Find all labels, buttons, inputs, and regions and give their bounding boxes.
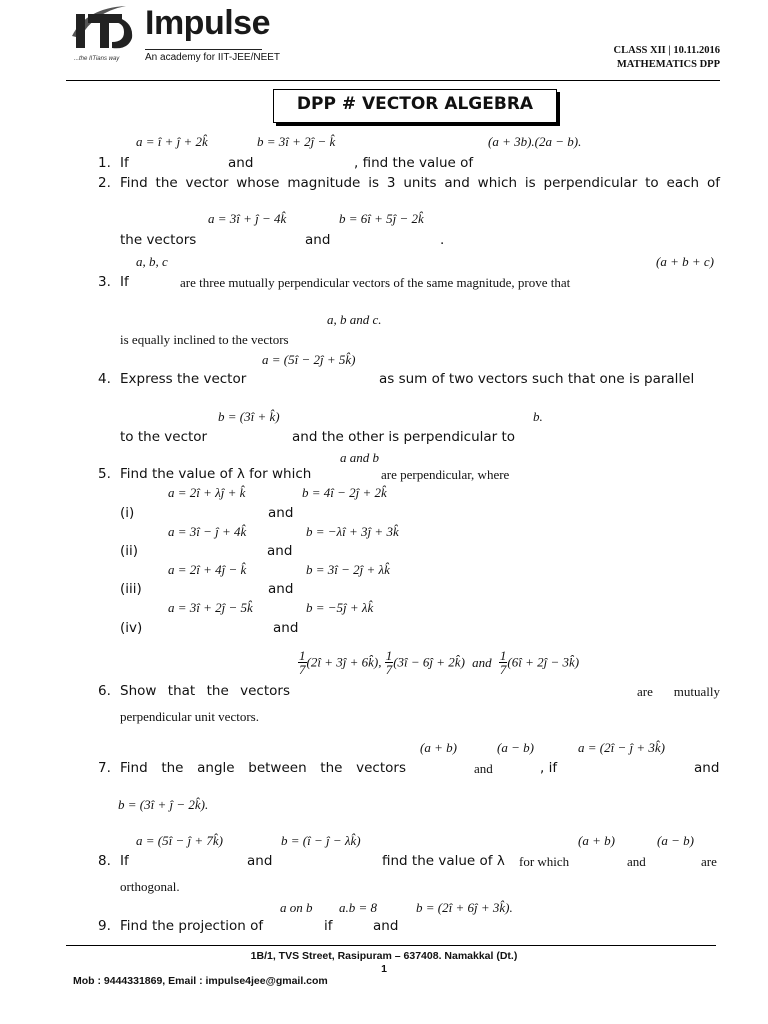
q9-math-dot: a.b = 8 [339,900,378,915]
class-info [614,44,720,72]
q5-part3-b: b = 3î − 2ĵ + λk̂ [306,562,390,577]
q6-vec-3: (6î + 2ĵ − 3k̂) [507,654,580,670]
q6-frac-1-num: 1 [299,648,306,663]
q5-part3-and: and [268,581,294,597]
q6-vec-1: (2î + 3ĵ + 6k̂), [306,654,382,670]
q7-math-b: b = (3î + ĵ − 2k̂). [118,797,209,812]
q8-math-diff: (a − b) [657,833,694,848]
q5-number: 5. [98,466,111,482]
q7-text-if: , if [540,760,558,776]
header-rule [66,80,720,81]
q8-math-b: b = (î − ĵ − λk̂) [281,833,361,848]
q9-text-find: Find the projection of [120,918,264,934]
q2-number: 2. [98,175,111,191]
q2-text-period: . [440,232,445,248]
q8-text-orthogonal: orthogonal. [120,879,180,894]
q1-text-if: If [120,155,129,171]
q6-frac-3-num: 1 [499,648,507,663]
q5-part3-a: a = 2î + 4ĵ − k̂ [168,562,247,577]
q3-math-vectors: a, b and c. [327,312,382,327]
q4-math-a: a = (5î − 2ĵ + 5k̂) [262,352,356,367]
q5-part2-b: b = −λî + 3ĵ + 3k̂ [306,524,399,539]
q2-text-vectors: the vectors [120,232,197,248]
footer-rule [66,945,716,946]
q6-text-unit: perpendicular unit vectors. [120,709,259,724]
q6-text-mutually: are mutually [637,684,720,699]
q2-math-a: a = 3î + ĵ − 4k̂ [208,211,287,226]
page-number: 1 [381,963,387,975]
q5-part2-label: (ii) [120,543,139,559]
q9-math-aonb: a on b [280,900,313,915]
q5-part4-a: a = 3î + 2ĵ − 5k̂ [168,600,253,615]
q4-text-sum: as sum of two vectors such that one is parallel [379,371,695,387]
q5-part4-and: and [273,620,299,636]
impulse-logo-icon [66,2,138,52]
tagline-divider [145,49,262,50]
q3-text-if: If [120,274,129,290]
q8-text-are: are [701,854,717,869]
q6-frac-2-num: 1 [385,648,393,663]
q3-text-inclined: is equally inclined to the vectors [120,332,289,347]
q3-math-sum: (a + b + c) [656,254,714,269]
q4-math-b: b = (3î + k̂) [218,409,280,424]
q5-part4-label: (iv) [120,620,143,636]
q8-math-a: a = (5î − ĵ + 7k̂) [136,833,223,848]
q9-math-b: b = (2î + 6ĵ + 3k̂). [416,900,513,915]
footer-address: 1B/1, TVS Street, Rasipuram – 637408. Namakkal (Dt.) [250,950,518,962]
tagline: An academy for IIT-JEE/NEET [145,52,281,63]
q6-frac-1 [298,649,307,676]
q3-number: 3. [98,274,111,290]
q1-number: 1. [98,155,111,171]
q9-number: 9. [98,918,111,934]
q5-part4-b: b = −5ĵ + λk̂ [306,600,374,615]
q6-text-show: Show that the vectors [120,683,290,699]
q6-frac-2-den: 7 [385,662,393,677]
page-title: DPP # VECTOR ALGEBRA [296,94,534,114]
q6-frac-3-den: 7 [499,662,507,677]
q8-text-and: and [247,853,273,869]
q5-text-perp: are perpendicular, where [381,467,510,482]
q5-part1-label: (i) [120,505,135,521]
q9-text-if: if [324,918,333,934]
q8-text-for: for which [519,854,570,869]
q2-text-and: and [305,232,331,248]
q1-math-expr: (a + 3b).(2a − b). [488,134,582,149]
q8-text-and2: and [627,854,646,869]
q8-number: 8. [98,853,111,869]
q3-math-abc: a, b, c [136,254,168,269]
q4-text-parallel: to the vector [120,429,208,445]
q2-math-b: b = 6î + 5ĵ − 2k̂ [339,211,424,226]
q4-text-express: Express the vector [120,371,247,387]
q7-math-diff: (a − b) [497,740,534,755]
q7-text-and2: and [694,760,720,776]
q8-text-if: If [120,853,129,869]
q4-number: 4. [98,371,111,387]
class-line: CLASS XII | 10.11.2016 [613,45,720,56]
q5-part1-b: b = 4î − 2ĵ + 2k̂ [302,485,387,500]
q7-number: 7. [98,760,111,776]
q6-frac-1-den: 7 [299,662,306,677]
q4-math-ab: a and b [340,450,379,465]
q4-math-b-dot: b. [533,409,543,424]
q7-text-and: and [474,761,493,776]
q6-number: 6. [98,683,111,699]
title-box [273,89,557,123]
q8-text-find: find the value of λ [382,853,505,869]
slogan: ...the IITians way [74,56,120,62]
q5-part2-and: and [267,543,293,559]
q5-part1-and: and [268,505,294,521]
q1-math-a: a = î + ĵ + 2k̂ [136,134,208,149]
q3-text-statement: are three mutually perpendicular vectors of the same magnitude, prove that [180,275,571,290]
q2-text-line1: Find the vector whose magnitude is 3 units and which is perpendicular to each of [120,175,720,191]
q7-math-a: a = (2î − ĵ + 3k̂) [578,740,665,755]
q5-part2-a: a = 3î − ĵ + 4k̂ [168,524,247,539]
q7-text-find: Find the angle between the vectors [120,760,406,776]
footer-contact: Mob : 9444331869, Email : impulse4jee@gmail.com [73,975,328,987]
brand-name: Impulse [145,4,270,42]
q6-and: and [472,654,492,670]
q5-part3-label: (iii) [120,581,142,597]
subject-line: MATHEMATICS DPP [616,59,720,70]
q1-text-find: , find the value of [354,155,474,171]
q4-text-perp: and the other is perpendicular to [292,429,516,445]
q6-frac-2 [385,649,394,676]
q8-math-sum: (a + b) [578,833,615,848]
q1-text-and: and [228,155,254,171]
q7-math-sum: (a + b) [420,740,457,755]
q6-vector-expression [298,649,579,683]
q5-text-find: Find the value of λ for which [120,466,312,482]
q5-part1-a: a = 2î + λĵ + k̂ [168,485,246,500]
q1-math-b: b = 3î + 2ĵ − k̂ [257,134,336,149]
q9-text-and: and [373,918,399,934]
q6-vec-2: (3î − 6ĵ + 2k̂) [393,654,465,670]
